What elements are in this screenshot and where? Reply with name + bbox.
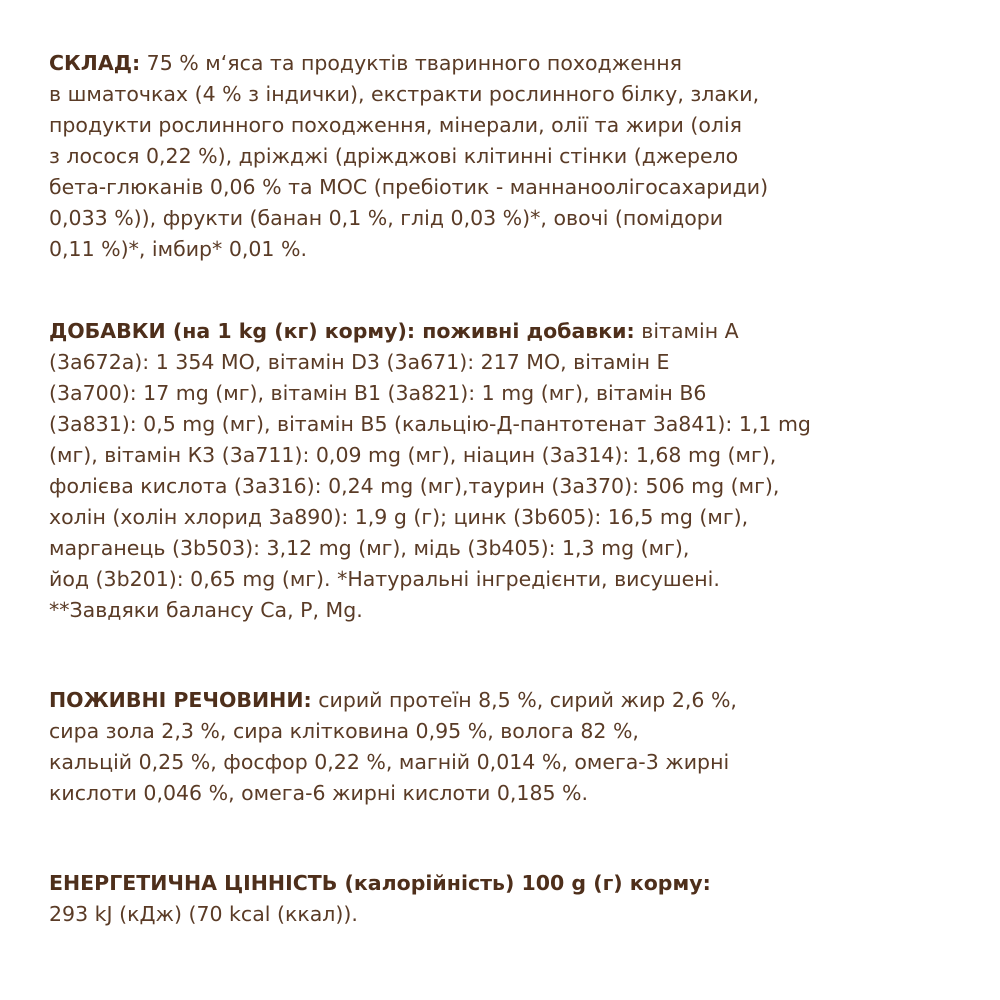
composition-section bbox=[49, 48, 969, 265]
ingredients-document bbox=[49, 48, 969, 930]
composition-label: СКЛАД: bbox=[49, 51, 141, 75]
nutrients-label: ПОЖИВНІ РЕЧОВИНИ: bbox=[49, 688, 312, 712]
nutrients-section bbox=[49, 685, 969, 809]
energy-section bbox=[49, 868, 969, 930]
additives-text: вітамін А (3а672а): 1 354 МО, вітамін D3 (3а671): 217 МО, вітамін Е (3а700): 17 mg (мг), вітамін B1 (3а821): 1 mg (мг), вітамін B6 (3а831): 0,5 mg (мг), вітамін B5 (кальцію-Д-пантотенат 3а841): 1,1 mg (мг), вітамін К3 (3а711): 0,09 mg (мг), ніацин (3а314): 1,68 mg (мг), фолієва кислота (3а316): 0,24 mg (мг),таурин (3а370): 506 mg (мг), холін (холін хлорид 3а890): 1,9 g (г); цинк (3b605): 16,5 mg (мг), марганець (3b503): 3,12 mg (мг), мідь (3b405): 1,3 mg (мг), йод (3b201): 0,65 mg (мг). *Натуральні інгредієнти, висушені. **Завдяки балансу Ca, P, Mg. bbox=[49, 319, 811, 622]
energy-label: ЕНЕРГЕТИЧНА ЦІННІСТЬ (калорійність) 100 g (г) корму: bbox=[49, 871, 711, 895]
additives-section bbox=[49, 316, 969, 626]
additives-label: ДОБАВКИ (на 1 kg (кг) корму): bbox=[49, 319, 416, 343]
energy-text: 293 kJ (кДж) (70 kcal (ккал)). bbox=[49, 902, 358, 926]
nutritional-additives-label: поживні добавки: bbox=[415, 319, 635, 343]
nutrients-text: сирий протеїн 8,5 %, сирий жир 2,6 %, сира зола 2,3 %, сира клітковина 0,95 %, волога 82 %, кальцій 0,25 %, фосфор 0,22 %, магній 0,014 %, омега-3 жирні кислоти 0,046 %, омега-6 жирні кислоти 0,185 %. bbox=[49, 688, 737, 805]
composition-text: 75 % м‘яса та продуктів тваринного походження в шматочках (4 % з індички), екстракти рослинного білку, злаки, продукти рослинного походження, мінерали, олії та жири (олія з лосося 0,22 %), дріжджі (дріжджові клітинні стінки (джерело бета-глюканів 0,06 % та МОС (пребіотик - маннаноолігосахариди) 0,033 %)), фрукти (банан 0,1 %, глід 0,03 %)*, овочі (помідори 0,11 %)*, імбир* 0,01 %. bbox=[49, 51, 769, 261]
